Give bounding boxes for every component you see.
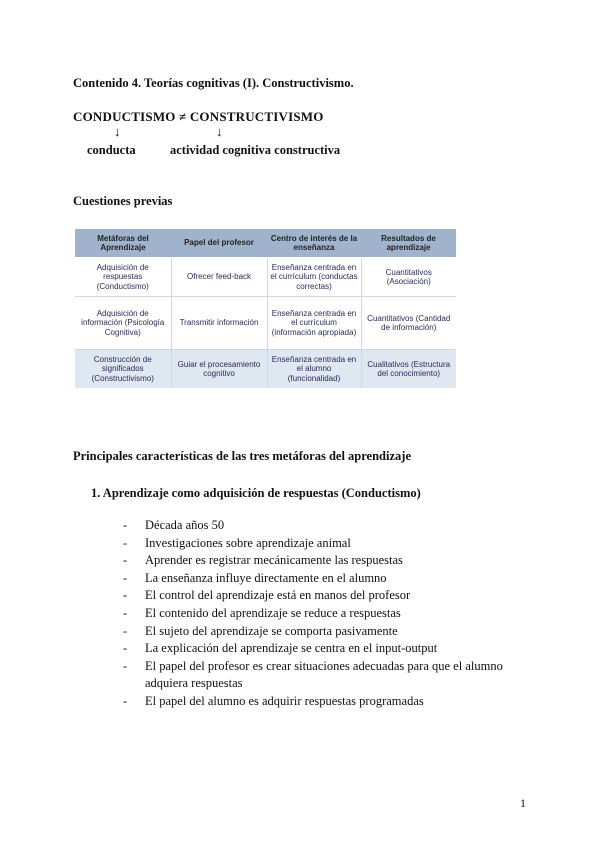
down-arrow-icon: ↓ — [114, 124, 121, 139]
metaphors-table — [75, 229, 456, 388]
table-cell: Transmitir información — [171, 297, 267, 350]
table-cell: Adquisición de respuestas (Conductismo) — [75, 258, 171, 297]
label-conducta: conducta — [87, 143, 136, 157]
table-header-cell: Metáforas del Aprendizaje — [75, 229, 171, 258]
table-cell: Guiar el procesamiento cognitivo — [171, 350, 267, 389]
comparison-title: CONDUCTISMO ≠ CONSTRUCTIVISMO — [73, 109, 324, 124]
table-header-row — [75, 229, 456, 258]
bullet-dash: - — [123, 605, 128, 620]
bullet-dash: - — [123, 658, 128, 673]
table-cell: Enseñanza centrada en el alumno (funcionalidad) — [267, 350, 361, 389]
table-cell: Cualitativos (Estructura del conocimiento) — [361, 350, 456, 389]
table-cell: Construcción de significados (Constructivismo) — [75, 350, 171, 389]
characteristics-list — [123, 517, 533, 711]
list-item: - El control del aprendizaje está en manos del profesor — [123, 587, 533, 605]
table-row — [75, 258, 456, 297]
table-row — [75, 350, 456, 389]
bullet-dash: - — [123, 570, 128, 585]
table-header-cell: Centro de interés de la enseñanza — [267, 229, 361, 258]
list-item: - Década años 50 — [123, 517, 533, 535]
table-cell: Ofrecer feed-back — [171, 258, 267, 297]
table-cell: Enseñanza centrada en el currículum (conductas correctas) — [267, 258, 361, 297]
list-item: - La explicación del aprendizaje se centra en el input-output — [123, 640, 533, 658]
table-cell: Adquisición de información (Psicología Cognitiva) — [75, 297, 171, 350]
page-heading: Contenido 4. Teorías cognitivas (I). Constructivismo. — [73, 76, 354, 90]
table-header-cell: Papel del profesor — [171, 229, 267, 258]
down-arrow-icon: ↓ — [216, 124, 223, 139]
list-item: - Aprender es registrar mecánicamente las respuestas — [123, 552, 533, 570]
section-principales: Principales características de las tres metáforas del aprendizaje — [73, 449, 411, 463]
table-cell: Cuantitativos (Asociación) — [361, 258, 456, 297]
list-item: - El sujeto del aprendizaje se comporta pasivamente — [123, 623, 533, 641]
list-item: - El papel del profesor es crear situaciones adecuadas para que el alumno adquiera respuestas — [123, 658, 503, 691]
bullet-dash: - — [123, 588, 128, 603]
bullet-dash: - — [123, 535, 128, 550]
bullet-dash: - — [123, 623, 128, 638]
numbered-item-1: 1. Aprendizaje como adquisición de respuestas (Conductismo) — [91, 486, 421, 500]
table-cell: Enseñanza centrada en el currículum (información apropiada) — [267, 297, 361, 350]
table-cell: Cuantitativos (Cantidad de información) — [361, 297, 456, 350]
table-header-cell: Resultados de aprendizaje — [361, 229, 456, 258]
bullet-dash: - — [123, 641, 128, 656]
section-cuestiones-previas: Cuestiones previas — [73, 194, 173, 208]
page-number: 1 — [520, 796, 526, 810]
list-item: - El contenido del aprendizaje se reduce a respuestas — [123, 605, 533, 623]
label-actividad-cognitiva: actividad cognitiva constructiva — [170, 143, 341, 157]
bullet-dash: - — [123, 693, 128, 708]
bullet-dash: - — [123, 518, 128, 532]
list-item: - Investigaciones sobre aprendizaje animal — [123, 535, 533, 553]
list-item: - El papel del alumno es adquirir respuestas programadas — [123, 693, 533, 711]
list-item: - La enseñanza influye directamente en el alumno — [123, 570, 533, 588]
table-row — [75, 297, 456, 350]
bullet-dash: - — [123, 553, 128, 568]
